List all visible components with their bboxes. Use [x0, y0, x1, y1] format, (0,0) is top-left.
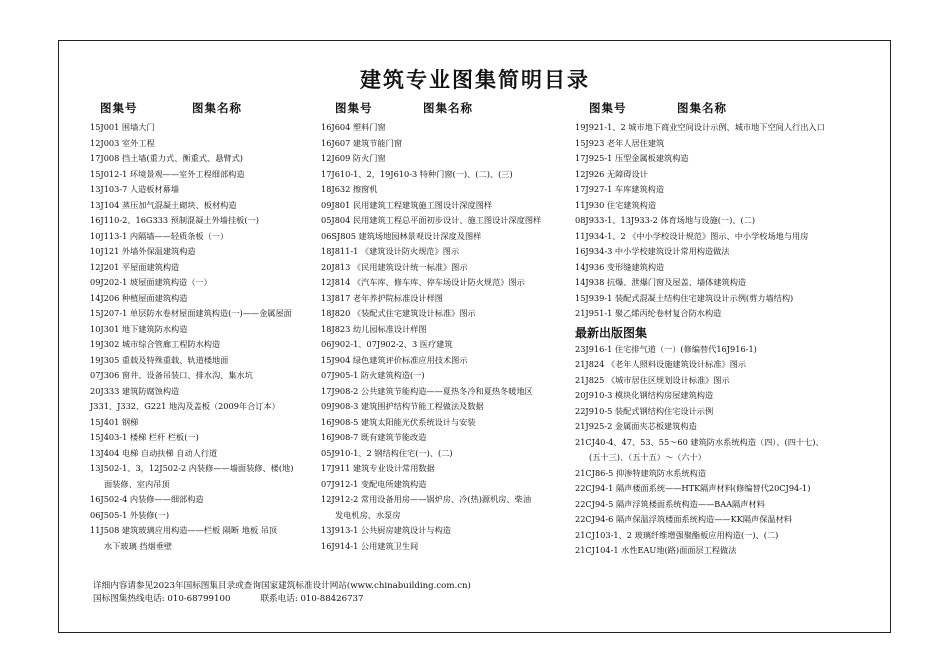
- catalog-item: 16J502-4 内装修——细部构造: [90, 494, 204, 504]
- catalog-item: 20J333 建筑防腐蚀构造: [90, 385, 180, 396]
- catalog-item: 16J934-3 中小学校建筑设计常用构造做法: [575, 246, 730, 256]
- catalog-item: 06J505-1 外装修(一): [90, 509, 170, 520]
- catalog-item: 18J823 幼儿园标准设计样图: [321, 323, 427, 334]
- catalog-item: 12J003 室外工程: [90, 137, 155, 148]
- catalog-item: 17J908-2 公共建筑节能构造——夏热冬冷和夏热冬暖地区: [321, 385, 533, 396]
- catalog-item: 11J930 住宅建筑构造: [575, 199, 657, 210]
- new-section-title: 最新出版图集: [575, 325, 648, 340]
- catalog-item: 15J012-1 环境景观——室外工程细部构造: [90, 168, 245, 179]
- catalog-item: 21J925-2 金属面夹芯板建筑构造: [575, 421, 697, 431]
- catalog-item: 07J905-1 防火建筑构造(一): [321, 370, 425, 380]
- header-number: 图集号: [100, 101, 138, 115]
- catalog-item: 11J508 建筑玻璃应用构造——栏板 隔断 地板 吊顶: [90, 525, 278, 535]
- catalog-item: 13J913-1 公共厨房建筑设计与构造: [321, 525, 451, 535]
- footer-note: 详细内容请参见2023年国标图集目录或查询国家建筑标准设计网站(www.chinabuilding.com.cn): [93, 581, 471, 591]
- column-header: [90, 100, 335, 120]
- catalog-item: 13J104 蒸压加气混凝土砌块、板材构造: [90, 199, 237, 210]
- catalog-item: 13J103-7 人造板材幕墙: [90, 184, 180, 194]
- catalog-item: 05J910-1、2 钢结构住宅(一)、(二): [321, 447, 453, 458]
- catalog-item: 18J811-1 《建筑设计防火规范》图示: [321, 246, 460, 256]
- header-number: 图集号: [589, 101, 627, 115]
- catalog-item: 12J814 《汽车库、修车库、停车场设计防火规范》图示: [321, 277, 525, 287]
- catalog-item: 19J302 城市综合管廊工程防水构造: [90, 339, 221, 349]
- catalog-item: 21CJ40-4、47、53、55～60 建筑防水系统构造（四）、(四十七)、: [575, 436, 824, 447]
- header-name: 图集名称: [192, 101, 242, 115]
- catalog-column-2: [321, 100, 576, 554]
- catalog-item: 18J632 擦窗机: [321, 184, 378, 194]
- catalog-item: 15J904 绿色建筑评价标准应用技术图示: [321, 354, 468, 365]
- catalog-item: 19J921-1、2 城市地下商业空间设计示例、城市地下空间人行出入口: [575, 122, 825, 132]
- catalog-item: 07J306 窗井、设备吊装口、排水沟、集水坑: [90, 370, 253, 380]
- catalog-item: J331、J332、G221 地沟及盖板（2009年合订本）: [90, 401, 280, 411]
- catalog-item: 16J908-7 既有建筑节能改造: [321, 432, 427, 442]
- new-items-list: [575, 342, 875, 559]
- catalog-item: 22CJ94-5 隔声浮筑楼面系统构造——BAA隔声材料: [575, 498, 765, 509]
- catalog-column-3: [575, 100, 875, 559]
- catalog-item: 17J610-1、2，19J610-3 特种门窗(一)、(二)、(三): [321, 168, 513, 179]
- catalog-item: 10J301 地下建筑防水构造: [90, 323, 188, 334]
- catalog-item: 17J911 建筑专业设计常用数据: [321, 463, 435, 473]
- column-header: [321, 100, 576, 120]
- catalog-item: 18J820 《装配式住宅建筑设计标准》图示: [321, 308, 476, 318]
- catalog-item: 11J934-1、2 《中小学校设计规范》图示、中小学校场地与用房: [575, 230, 809, 241]
- column-header: [575, 100, 875, 120]
- catalog-item: (五十三)、（五十五）～（六十）: [589, 452, 706, 462]
- footer-phones: [93, 593, 471, 606]
- catalog-item: 07J912-1 变配电所建筑构造: [321, 478, 427, 489]
- catalog-item: 21J824 《老年人照料设施建筑设计标准》图示: [575, 359, 747, 369]
- footer: [93, 580, 471, 606]
- header-name: 图集名称: [677, 101, 727, 115]
- catalog-item: 10J121 外墙外保温建筑构造: [90, 246, 196, 256]
- catalog-item: 17J927-1 车库建筑构造: [575, 184, 665, 194]
- catalog-list-2: [321, 120, 576, 554]
- catalog-item: 14J206 种植屋面建筑构造: [90, 292, 188, 303]
- catalog-item: 面装修、室内吊顶: [104, 478, 170, 489]
- catalog-item: 15J403-1 楼梯 栏杆 栏板(一): [90, 432, 199, 442]
- catalog-list-1: [90, 120, 335, 554]
- catalog-item: 23J916-1 住宅排气道（一）(修编替代16J916-1): [575, 343, 757, 354]
- catalog-item: 09J801 民用建筑工程建筑施工图设计深度图样: [321, 199, 493, 210]
- catalog-item: 16J607 建筑节能门窗: [321, 137, 403, 148]
- catalog-item: 14J938 抗爆、泄爆门窗及屋盖、墙体建筑构造: [575, 277, 747, 287]
- catalog-item: 12J201 平屋面建筑构造: [90, 261, 180, 272]
- catalog-item: 19J305 重载及特殊重载、轨道楼地面: [90, 354, 229, 365]
- page-title: 建筑专业图集简明目录: [360, 68, 590, 92]
- catalog-item: 16J604 塑料门窗: [321, 122, 386, 132]
- catalog-item: 16J110-2、16G333 预制混凝土外墙挂板(一): [90, 215, 259, 225]
- catalog-item: 15J923 老年人居住建筑: [575, 137, 665, 148]
- catalog-item: 13J817 老年养护院标准设计样图: [321, 292, 443, 303]
- catalog-item: 08J933-1、13J933-2 体育场地与设施(一)、(二): [575, 215, 756, 225]
- catalog-item: 21CJ86-5 抑渗特建筑防水系统构造: [575, 467, 707, 478]
- catalog-item: 21CJ103-1、2 玻璃纤维增强聚酯板应用构造(一)、(二): [575, 529, 779, 540]
- catalog-item: 09J908-3 建筑围护结构节能工程做法及数据: [321, 401, 484, 411]
- catalog-item: 15J001 围墙大门: [90, 122, 155, 132]
- catalog-item: 12J609 防火门窗: [321, 153, 386, 163]
- catalog-item: 21J825 《城市居住区规划设计标准》图示: [575, 374, 730, 385]
- catalog-list-3: [575, 120, 875, 322]
- catalog-item: 22CJ94-1 隔声楼面系统——HTK隔声材料(修编替代20CJ94-1): [575, 483, 811, 493]
- header-name: 图集名称: [423, 101, 473, 115]
- catalog-item: 15J939-1 装配式混凝土结构住宅建筑设计示例(剪力墙结构): [575, 292, 794, 303]
- catalog-item: 发电机房、水泵房: [335, 509, 401, 520]
- catalog-item: 20J910-3 模块化钢结构房屋建筑构造: [575, 390, 714, 400]
- catalog-item: 15J401 钢梯: [90, 416, 139, 427]
- catalog-item: 13J404 电梯 自动扶梯 自动人行道: [90, 447, 218, 458]
- catalog-item: 16J908-5 建筑太阳能光伏系统设计与安装: [321, 416, 476, 427]
- hotline-text: 国标图集热线电话: 010-68799100: [93, 594, 231, 604]
- header-number: 图集号: [335, 101, 373, 115]
- catalog-item: 16J914-1 公用建筑卫生间: [321, 540, 419, 551]
- catalog-item: 22CJ94-6 隔声保温浮筑楼面系统构造——KK隔声保温材料: [575, 514, 792, 524]
- catalog-item: 10J113-1 内隔墙——轻质条板（一）: [90, 230, 229, 241]
- catalog-item: 13J502-1、3，12J502-2 内装修——墙面装修、楼(地): [90, 463, 294, 473]
- catalog-item: 09J202-1 坡屋面建筑构造（一）: [90, 277, 212, 287]
- catalog-item: 21J951-1 聚乙烯丙纶卷材复合防水构造: [575, 308, 722, 318]
- catalog-item: 14J936 变形缝建筑构造: [575, 261, 665, 272]
- catalog-item: 22J910-5 装配式钢结构住宅设计示例: [575, 405, 714, 416]
- catalog-item: 12J926 无障碍设计: [575, 168, 648, 179]
- catalog-item: 05J804 民用建筑工程总平面初步设计、施工图设计深度图样: [321, 215, 542, 225]
- catalog-item: 15J207-1 单层防水卷材屋面建筑构造(一)——金属屋面: [90, 308, 292, 318]
- catalog-item: 17J925-1 压型金属板建筑构造: [575, 153, 689, 163]
- catalog-item: 水下玻璃 挡烟垂壁: [104, 540, 173, 551]
- catalog-item: 21CJ104-1 水性EAU地(路)面面层工程做法: [575, 545, 737, 555]
- catalog-item: 06J902-1、07J902-2、3 医疗建筑: [321, 339, 453, 349]
- contact-text: 联系电话: 010-88426737: [260, 594, 364, 604]
- catalog-item: 12J912-2 常用设备用房——锅炉房、冷(热)源机房、柴油: [321, 494, 532, 504]
- catalog-column-1: [90, 100, 335, 554]
- catalog-item: 06SJ805 建筑场地园林景观设计深度及图样: [321, 230, 482, 241]
- catalog-item: 20J813 《民用建筑设计统一标准》图示: [321, 261, 468, 272]
- catalog-item: 17J008 挡土墙(重力式、衡重式、悬臂式): [90, 153, 243, 163]
